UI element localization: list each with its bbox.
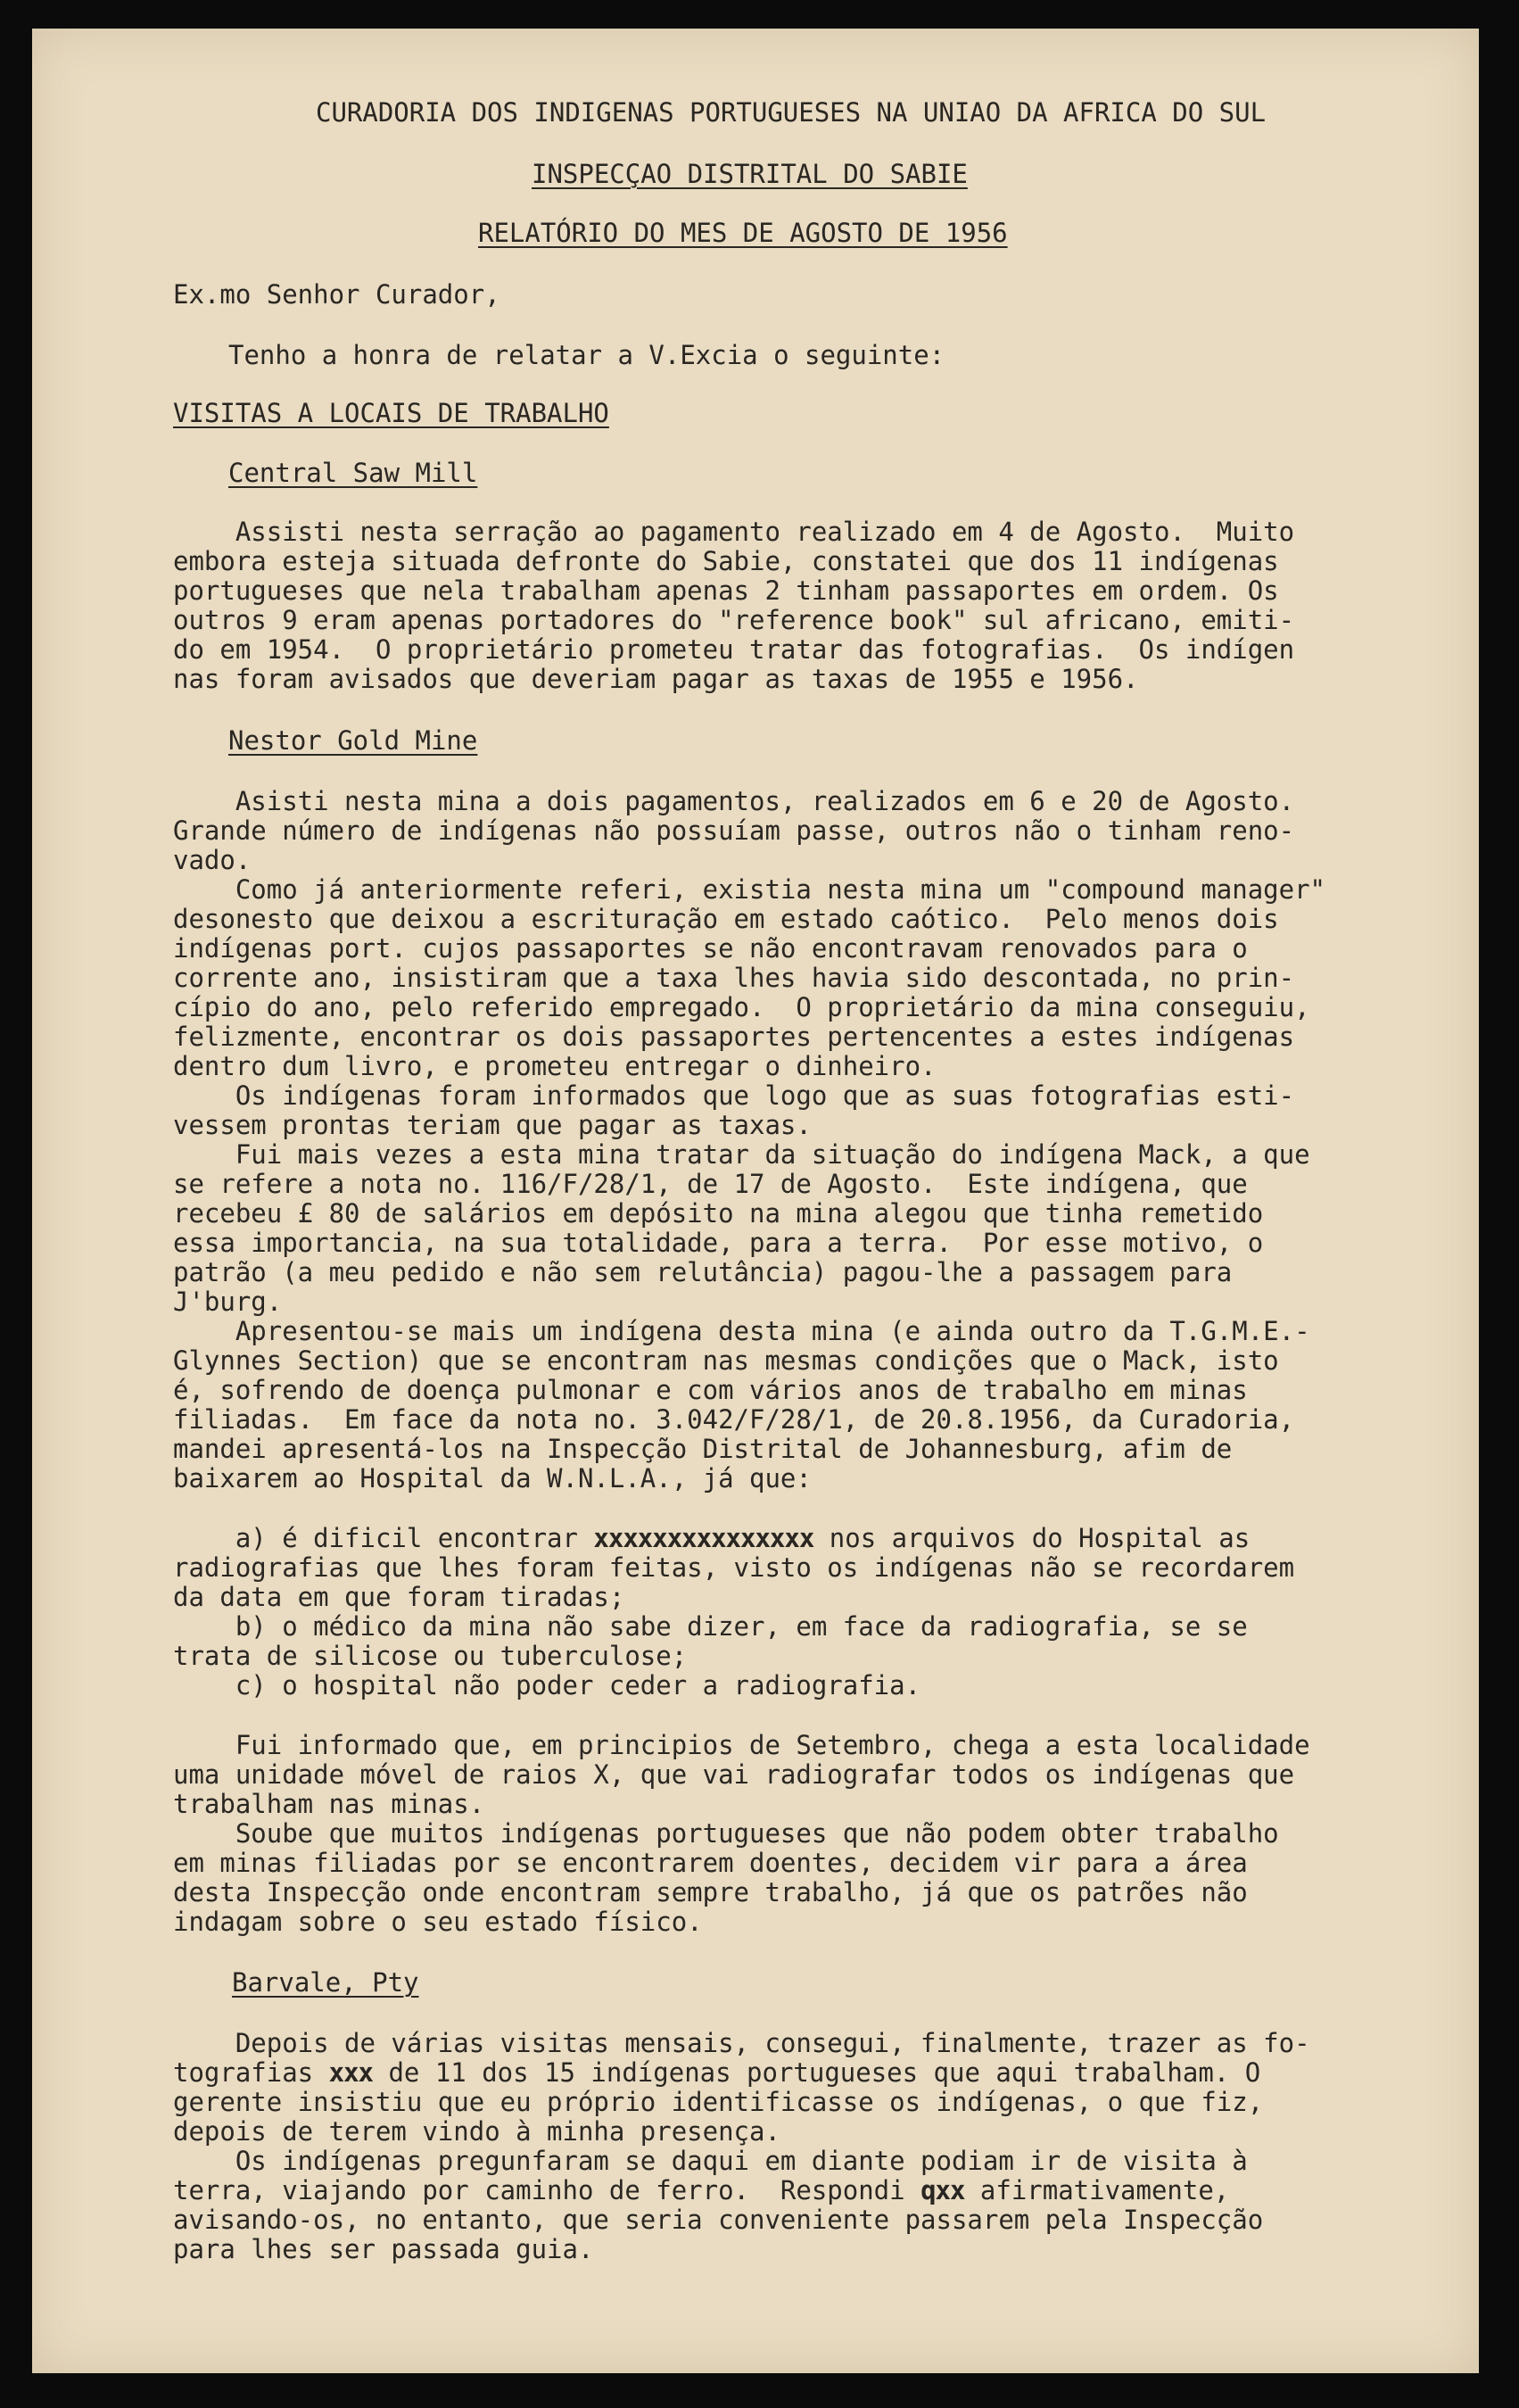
text-segment: a) é dificil encontrar [173, 1523, 594, 1553]
text-line: Depois de várias visitas mensais, consegui, finalmente, trazer as fo- [173, 2028, 1310, 2058]
text-line: cípio do ano, pelo referido empregado. O proprietário da mina conseguiu, [173, 992, 1310, 1022]
text-line: Apresentou-se mais um indígena desta mina (e ainda outro da T.G.M.E.- [173, 1316, 1310, 1346]
text-line [173, 2058, 1260, 2088]
list-item-a [173, 1524, 1250, 1553]
text-line: nas foram avisados que deveriam pagar as taxas de 1955 e 1956. [173, 664, 1139, 694]
list-item-c: c) o hospital não poder ceder a radiografia. [173, 1670, 921, 1700]
text-line: Fui informado que, em principios de Setembro, chega a esta localidade [173, 1730, 1310, 1760]
text-line: indígenas port. cujos passaportes se não encontravam renovados para o [173, 933, 1248, 964]
text-line: Fui mais vezes a esta mina tratar da situação do indígena Mack, a que [173, 1139, 1310, 1170]
text-line: se refere a nota no. 116/F/28/1, de 17 de Agosto. Este indígena, que [173, 1169, 1248, 1199]
list-item-b: b) o médico da mina não sabe dizer, em face da radiografia, se se [173, 1611, 1248, 1642]
text-line: trata de silicose ou tuberculose; [173, 1641, 688, 1671]
text-line: vessem prontas teriam que pagar as taxas. [173, 1110, 812, 1140]
heading-nestor-gold-mine: Nestor Gold Mine [228, 725, 478, 756]
salutation: Ex.mo Senhor Curador, [173, 279, 500, 310]
text-line: J'burg. [173, 1287, 283, 1317]
text-line: felizmente, encontrar os dois passaportes pertencentes a estes indígenas [173, 1022, 1295, 1052]
text-line: Asisti nesta mina a dois pagamentos, realizados em 6 e 20 de Agosto. [173, 786, 1295, 816]
text-line: gerente insistiu que eu próprio identificasse os indígenas, o que fiz, [173, 2087, 1264, 2117]
text-line: indagam sobre o seu estado físico. [173, 1907, 703, 1937]
text-line: trabalham nas minas. [173, 1789, 485, 1819]
text-line: baixarem ao Hospital da W.N.L.A., já que: [173, 1463, 812, 1494]
text-line: da data em que foram tiradas; [173, 1582, 625, 1612]
heading-central-saw-mill: Central Saw Mill [228, 458, 478, 488]
text-line: mandei apresentá-los na Inspecção Distrital de Johannesburg, afim de [173, 1434, 1233, 1464]
text-segment: nos arquivos do Hospital as [813, 1523, 1251, 1553]
text-line: Como já anteriormente referi, existia nesta mina um "compound manager" [173, 874, 1326, 905]
heading-barvale: Barvale, Pty [232, 1967, 419, 1998]
text-line: para lhes ser passada guia. [173, 2234, 594, 2264]
struck-out-text: qxx [920, 2175, 965, 2205]
text-line: avisando-os, no entanto, que seria conveniente passarem pela Inspecção [173, 2205, 1264, 2235]
text-line: é, sofrendo de doença pulmonar e com vários anos de trabalho em minas [173, 1375, 1248, 1405]
text-segment: tografias [173, 2057, 329, 2088]
section-title: VISITAS A LOCAIS DE TRABALHO [173, 398, 609, 428]
text-line: desta Inspecção onde encontram sempre trabalho, já que os patrões não [173, 1877, 1248, 1907]
text-line [173, 2176, 1229, 2205]
intro-line: Tenho a honra de relatar a V.Excia o seguinte: [228, 340, 945, 370]
text-line: patrão (a meu pedido e não sem relutância) pagou-lhe a passagem para [173, 1257, 1233, 1287]
text-line: em minas filiadas por se encontrarem doentes, decidem vir para a área [173, 1848, 1248, 1878]
header-office: INSPECÇAO DISTRITAL DO SABIE [532, 159, 968, 189]
text-line: radiografias que lhes foram feitas, visto os indígenas não se recordarem [173, 1552, 1295, 1583]
text-line: Os indígenas pregunfaram se daqui em diante podiam ir de visita à [173, 2146, 1248, 2176]
text-segment: afirmativamente, [964, 2175, 1230, 2205]
text-segment: de 11 dos 15 indígenas portugueses que aqui trabalham. O [373, 2057, 1261, 2088]
text-line: outros 9 eram apenas portadores do "reference book" sul africano, emiti- [173, 605, 1295, 635]
text-segment: terra, viajando por caminho de ferro. Respondi [173, 2175, 921, 2205]
header-organization: CURADORIA DOS INDIGENAS PORTUGUESES NA UNIAO DA AFRICA DO SUL [316, 97, 1267, 128]
text-line: embora esteja situada defronte do Sabie, constatei que dos 11 indígenas [173, 546, 1279, 576]
text-line: essa importancia, na sua totalidade, para a terra. Por esse motivo, o [173, 1228, 1264, 1258]
report-title: RELATÓRIO DO MES DE AGOSTO DE 1956 [478, 218, 1008, 248]
text-line: Grande número de indígenas não possuíam passe, outros não o tinham reno- [173, 815, 1295, 846]
text-line: do em 1954. O proprietário prometeu tratar das fotografias. Os indígen [173, 634, 1295, 665]
text-line: depois de terem vindo à minha presença. [173, 2116, 780, 2147]
struck-out-text: xxxxxxxxxxxxxxx [593, 1523, 814, 1553]
text-line: portugueses que nela trabalham apenas 2 tinham passaportes em ordem. Os [173, 575, 1279, 606]
text-line: corrente ano, insistiram que a taxa lhes havia sido descontada, no prin- [173, 963, 1295, 993]
text-line: dentro dum livro, e prometeu entregar o dinheiro. [173, 1051, 937, 1081]
text-line: recebeu £ 80 de salários em depósito na mina alegou que tinha remetido [173, 1198, 1264, 1229]
text-line: vado. [173, 845, 252, 875]
text-line: Assisti nesta serração ao pagamento realizado em 4 de Agosto. Muito [173, 517, 1295, 547]
text-line: Os indígenas foram informados que logo que as suas fotografias esti- [173, 1080, 1295, 1111]
text-line: desonesto que deixou a escrituração em estado caótico. Pelo menos dois [173, 904, 1279, 934]
text-line: uma unidade móvel de raios X, que vai radiografar todos os indígenas que [173, 1759, 1295, 1790]
text-line: Soube que muitos indígenas portugueses que não podem obter trabalho [173, 1818, 1279, 1849]
text-line: Glynnes Section) que se encontram nas mesmas condições que o Mack, isto [173, 1345, 1279, 1376]
text-line: filiadas. Em face da nota no. 3.042/F/28/1, de 20.8.1956, da Curadoria, [173, 1404, 1295, 1435]
document-page [32, 29, 1479, 2373]
struck-out-text: xxx [328, 2057, 373, 2088]
